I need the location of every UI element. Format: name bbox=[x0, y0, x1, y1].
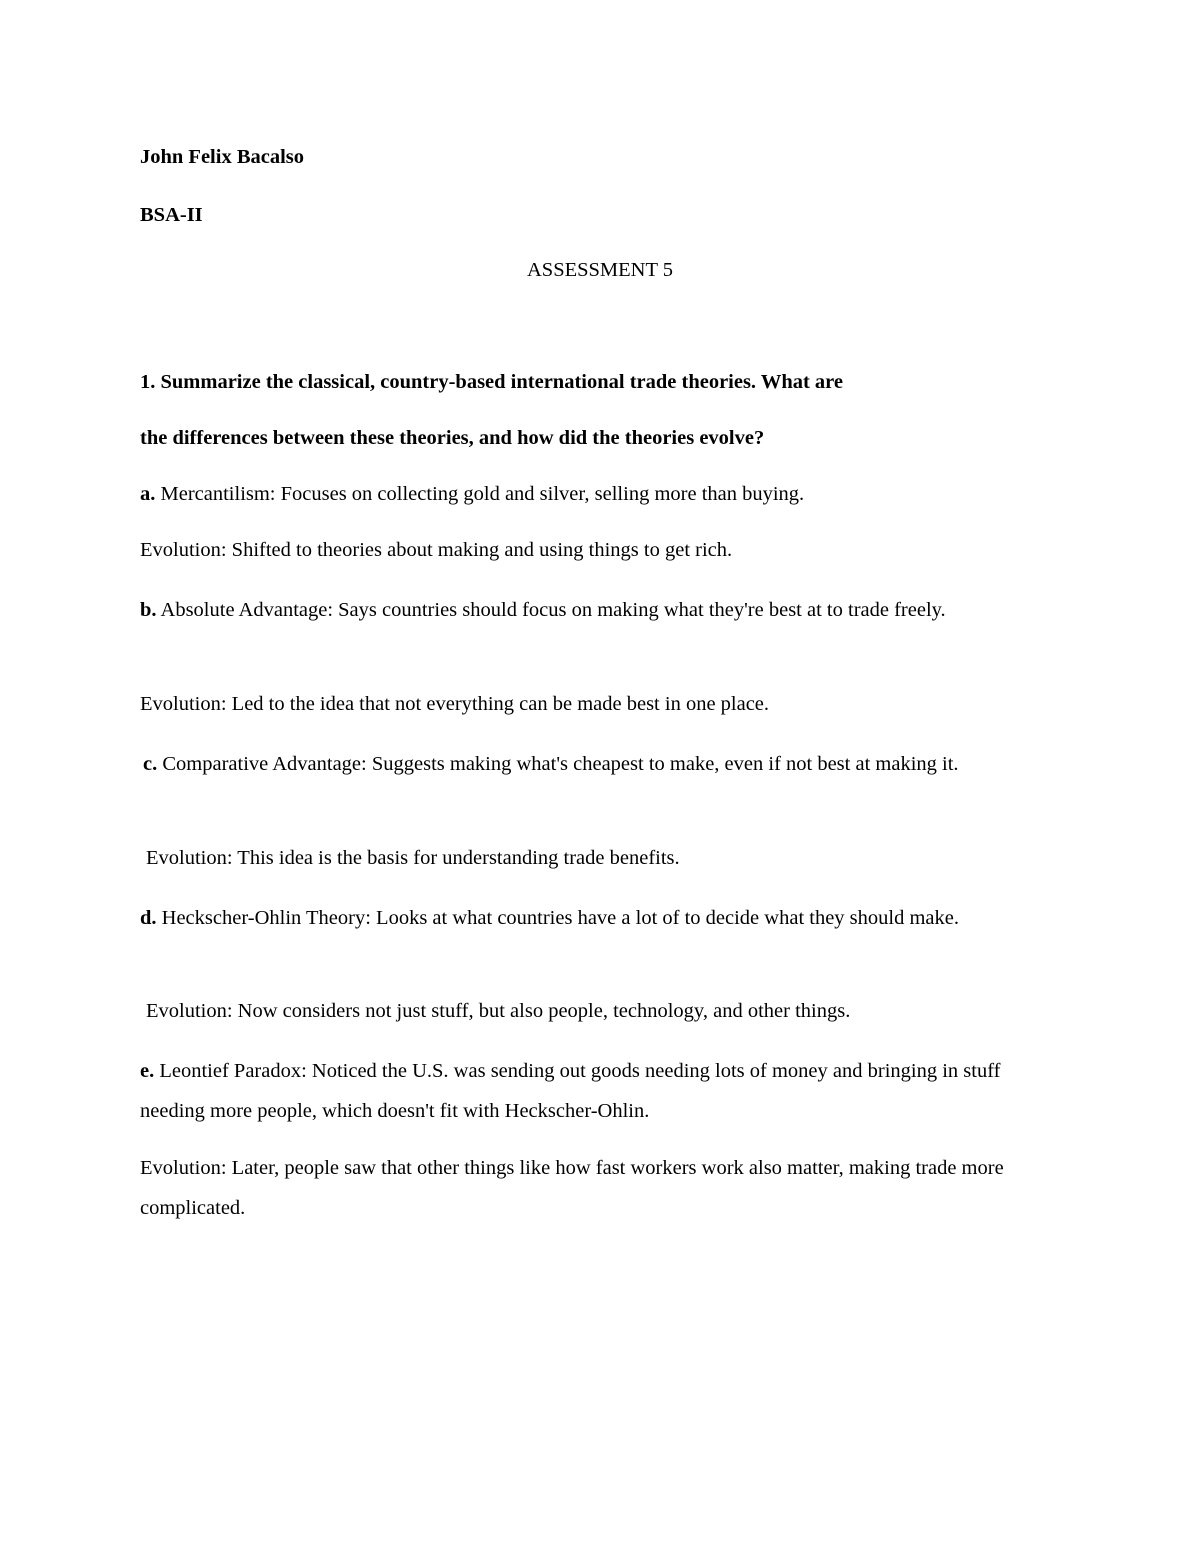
item-b-marker: b. bbox=[140, 599, 157, 621]
item-e-marker: e. bbox=[140, 1060, 155, 1082]
item-c-evolution: Evolution: This idea is the basis for understanding trade benefits. bbox=[146, 847, 680, 869]
item-b bbox=[140, 590, 1060, 630]
item-e-text: Leontief Paradox: Noticed the U.S. was sending out goods needing lots of money and bringing in stuff needing more people, which doesn't fit with Heckscher-Ohlin. bbox=[140, 1060, 1001, 1122]
item-a-evolution: Evolution: Shifted to theories about making and using things to get rich. bbox=[140, 539, 733, 561]
item-a-text: Mercantilism: Focuses on collecting gold and silver, selling more than buying. bbox=[155, 483, 805, 505]
item-a-marker: a. bbox=[140, 483, 156, 505]
item-d bbox=[140, 898, 1060, 938]
question-line-2: the differences between these theories, and how did the theories evolve? bbox=[140, 427, 765, 449]
item-c bbox=[143, 744, 1063, 784]
question-line-1: 1. Summarize the classical, country-based international trade theories. What are bbox=[140, 371, 843, 393]
item-b-text: Absolute Advantage: Says countries should focus on making what they're best at to trade freely. bbox=[156, 599, 946, 621]
author-name: John Felix Bacalso bbox=[140, 146, 305, 168]
item-e bbox=[140, 1051, 1060, 1131]
item-e-evolution: Evolution: Later, people saw that other things like how fast workers work also matter, making trade more complicated. bbox=[140, 1157, 1004, 1219]
item-c-marker: c. bbox=[143, 753, 158, 775]
section-label: BSA-II bbox=[140, 204, 203, 226]
item-a bbox=[140, 482, 804, 506]
item-d-marker: d. bbox=[140, 907, 157, 929]
page-title: ASSESSMENT 5 bbox=[526, 259, 673, 281]
item-c-text: Comparative Advantage: Suggests making what's cheapest to make, even if not best at making it. bbox=[157, 753, 959, 775]
item-d-evolution: Evolution: Now considers not just stuff, but also people, technology, and other things. bbox=[146, 1000, 851, 1022]
item-b-evolution: Evolution: Led to the idea that not everything can be made best in one place. bbox=[140, 693, 770, 715]
item-d-text: Heckscher-Ohlin Theory: Looks at what countries have a lot of to decide what they should make. bbox=[156, 907, 959, 929]
